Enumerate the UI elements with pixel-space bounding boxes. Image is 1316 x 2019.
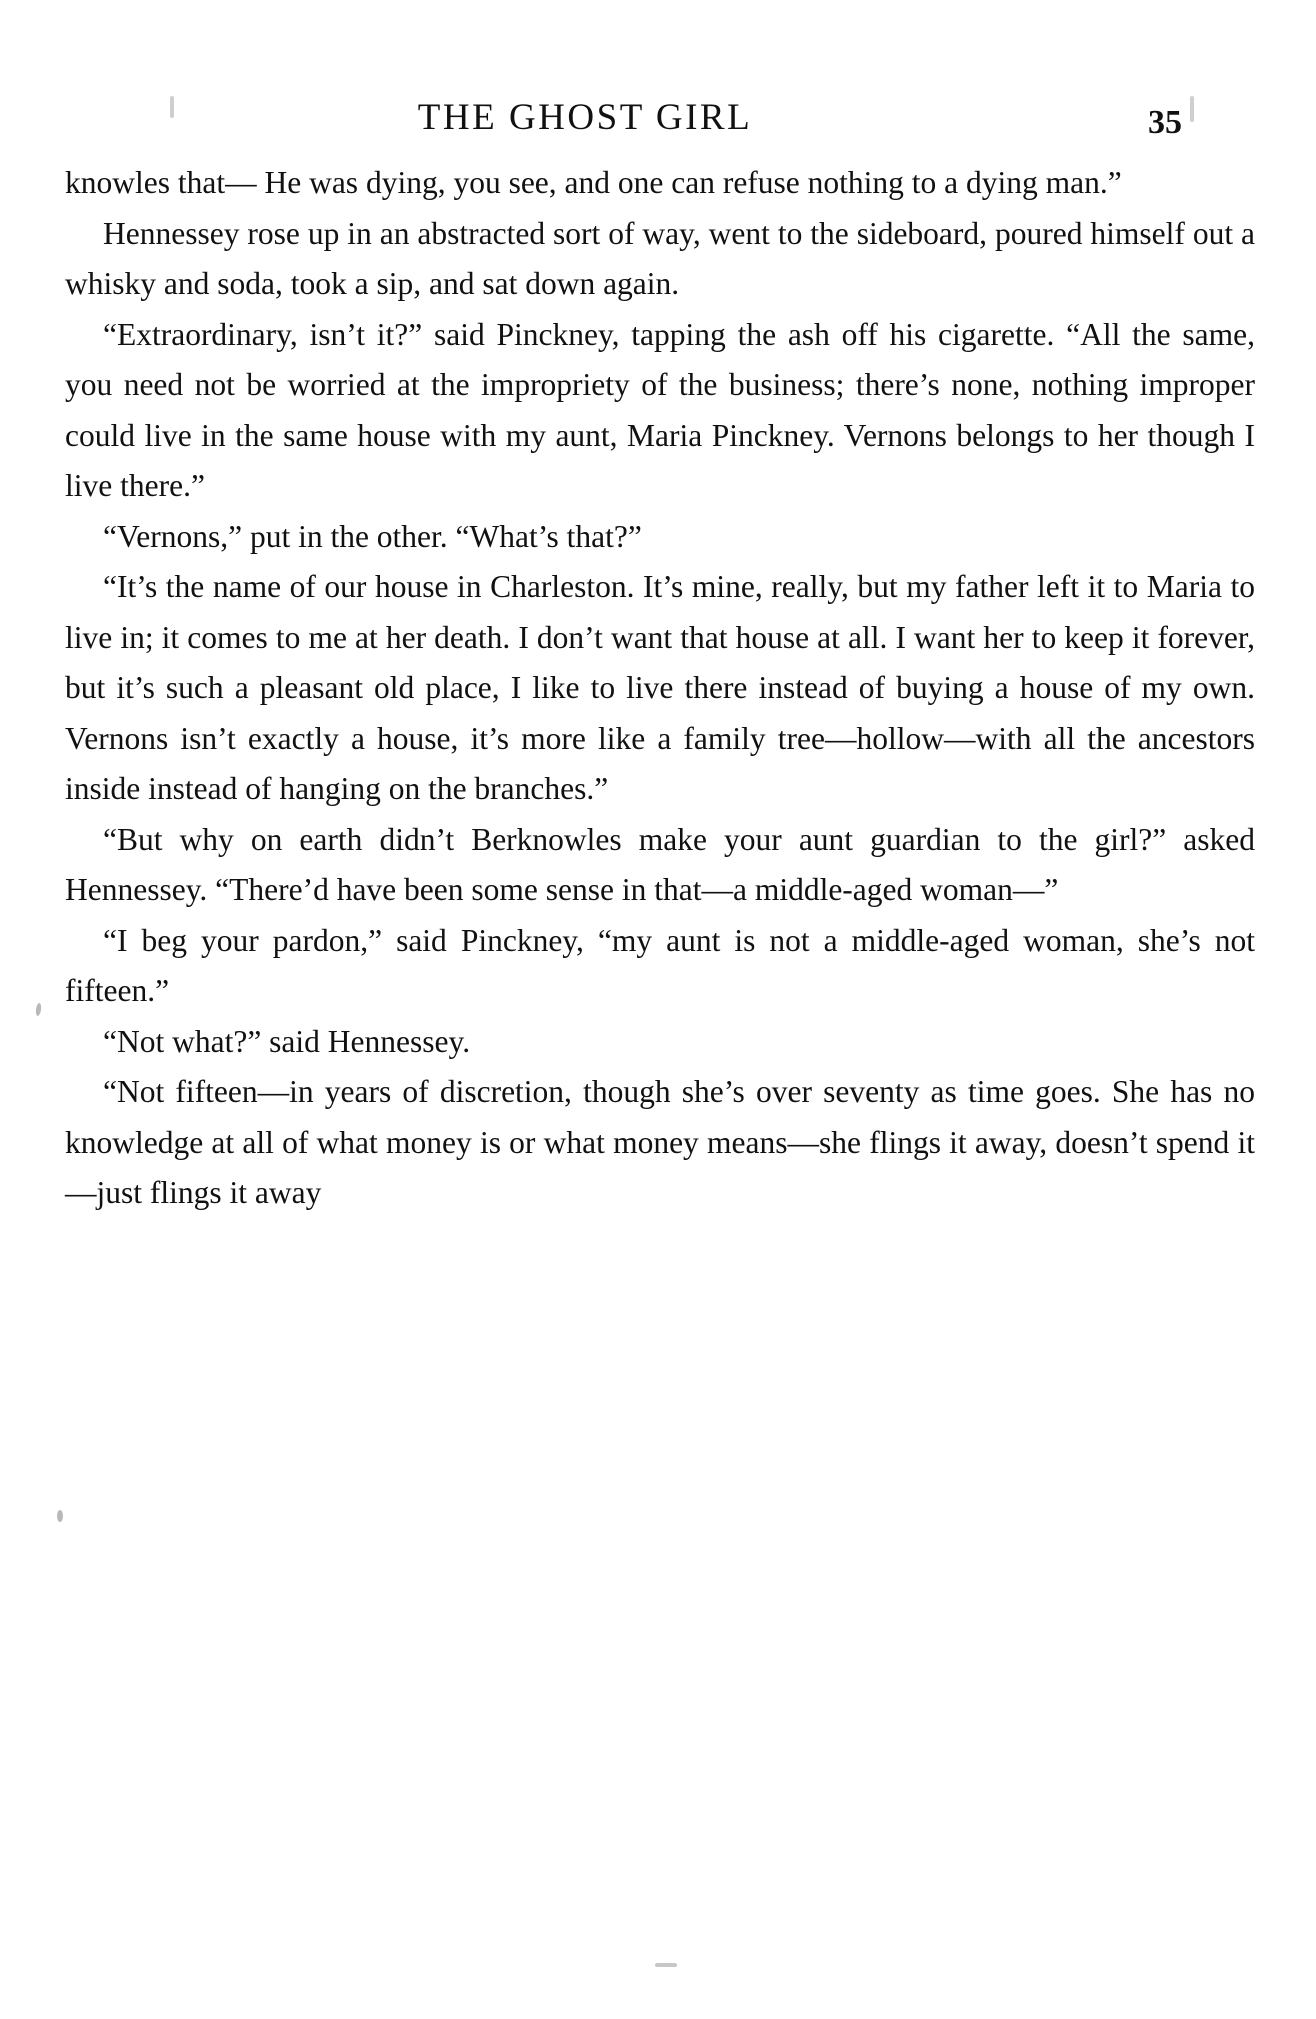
paragraph: “Vernons,” put in the other. “What’s that?” (103, 518, 642, 554)
page-number: 35 (1148, 104, 1182, 141)
paragraph: “I beg your pardon,” said Pinckney, “my aunt is not a middle-aged woman, she’s not fifteen.” (65, 922, 1255, 1008)
paragraph: “Extraordinary, isn’t it?” said Pinckney, tapping the ash off his cigarette. “All the same, you need not be worried at the impropriety of the business; there’s none, nothing improper could live in the same house with my aunt, Maria Pinckney. Vernons belongs to her though I live there.” (65, 316, 1255, 503)
paragraph: “But why on earth didn’t Berknowles make your aunt guardian to the girl?” asked Hennessey. “There’d have been some sense in that—a middle-aged woman—” (65, 821, 1255, 907)
page-body (65, 158, 1255, 1219)
running-head-title: THE GHOST GIRL (417, 97, 753, 138)
page-header (120, 96, 1200, 156)
paragraph: “It’s the name of our house in Charleston. It’s mine, really, but my father left it to Maria to live in; it comes to me at her death. I don’t want that house at all. I want her to keep it forever, but it’s such a pleasant old place, I like to live there instead of buying a house of my own. Vernons isn’t exactly a house, it’s more like a family tree—hollow—with all the ancestors inside instead of hanging on the branches.” (65, 569, 1255, 806)
paragraph: knowles that— He was dying, you see, and one can refuse nothing to a dying man.” (65, 165, 1122, 200)
paragraph: Hennessey rose up in an abstracted sort of way, went to the sideboard, poured himself out a whisky and soda, took a sip, and sat down again. (65, 215, 1255, 301)
scan-artifact-mark (655, 1963, 677, 1967)
scan-artifact-mark (57, 1510, 63, 1522)
scan-artifact-mark (35, 1003, 42, 1017)
paragraph: “Not fifteen—in years of discretion, though she’s over seventy as time goes. She has no knowledge at all of what money is or what money means—she flings it away, doesn’t spend it—just flings it away (65, 1074, 1255, 1210)
paragraph: “Not what?” said Hennessey. (103, 1023, 471, 1059)
